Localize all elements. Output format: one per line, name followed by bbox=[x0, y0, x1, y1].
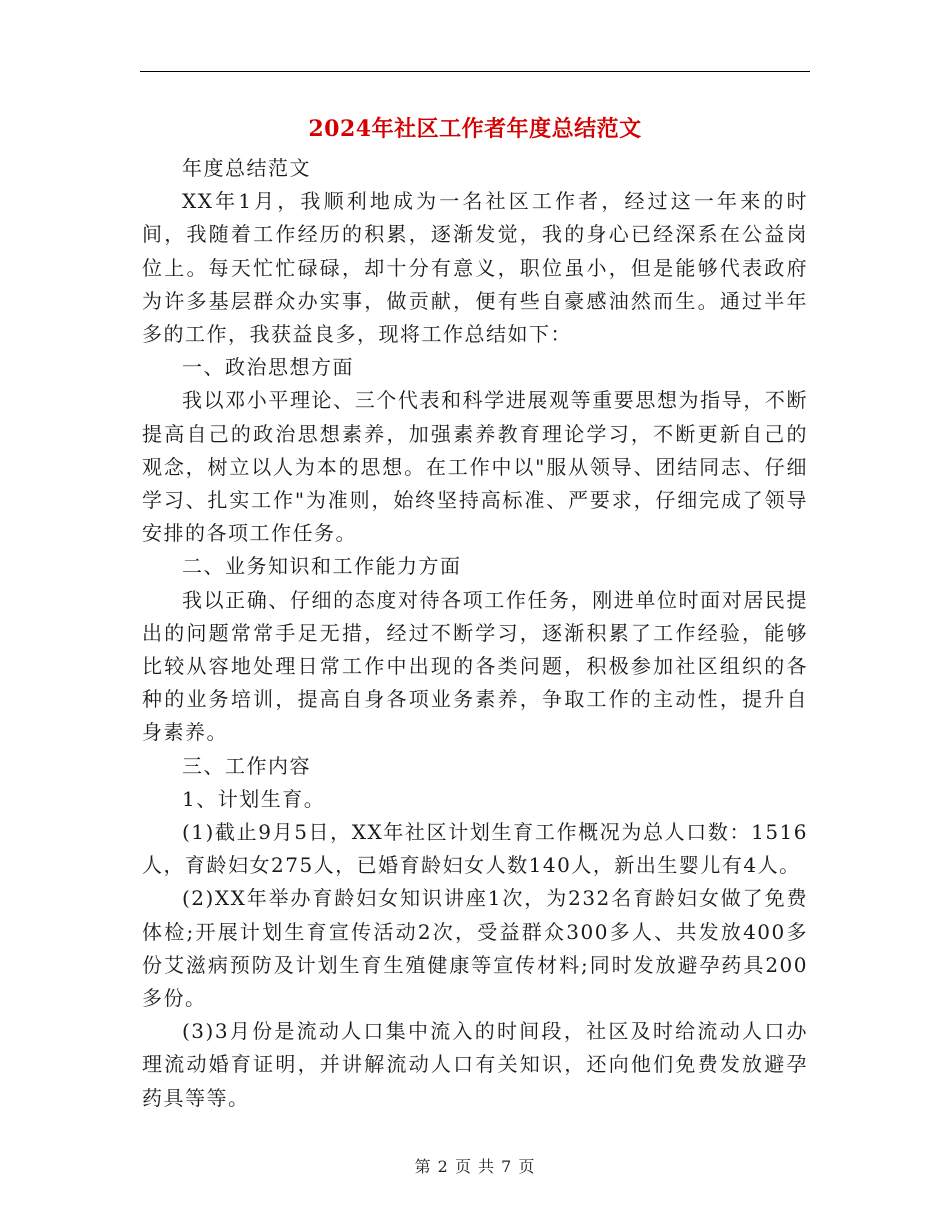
paragraph: 我以正确、仔细的态度对待各项工作任务，刚进单位时面对居民提出的问题常常手足无措，经过不断学习，逐渐积累了工作经验，能够比较从容地处理日常工作中出现的各类问题，积极参加社区组织的各种的业务培训，提高自身各项业务素养，争取工作的主动性，提升自身素养。 bbox=[142, 587, 808, 745]
paragraph: (2)XX年举办育龄妇女知识讲座1次，为232名育龄妇女做了免费体检;开展计划生育宣传活动2次，受益群众300多人、共发放400多份艾滋病预防及计划生育生殖健康等宣传材料;同时发放避孕药具200多份。 bbox=[142, 886, 808, 1011]
subsection-heading: 1、计划生育。 bbox=[182, 786, 326, 811]
page-number: 第 2 页 共 7 页 bbox=[414, 1157, 536, 1176]
document-title: 2024年社区工作者年度总结范文 bbox=[308, 116, 642, 142]
paragraph: 我以邓小平理论、三个代表和科学进展观等重要思想为指导，不断提高自己的政治思想素养，加强素养教育理论学习，不断更新自己的观念，树立以人为本的思想。在工作中以"服从领导、团结同志、仔细学习、扎实工作"为准则，始终坚持高标准、严要求，仔细完成了领导安排的各项工作任务。 bbox=[142, 388, 808, 546]
paragraph: (3)3月份是流动人口集中流入的时间段，社区及时给流动人口办理流动婚育证明，并讲解流动人口有关知识，还向他们免费发放避孕药具等等。 bbox=[142, 1019, 808, 1110]
header-rule bbox=[140, 71, 810, 72]
section-heading: 二、业务知识和工作能力方面 bbox=[182, 554, 462, 579]
section-heading: 一、政治思想方面 bbox=[182, 355, 354, 380]
section-heading: 三、工作内容 bbox=[182, 753, 311, 778]
paragraph: 年度总结范文 bbox=[182, 156, 311, 180]
paragraph: XX年1月，我顺利地成为一名社区工作者，经过这一年来的时间，我随着工作经历的积累，逐渐发觉，我的身心已经深系在公益岗位上。每天忙忙碌碌，却十分有意义，职位虽小，但是能够代表政府为许多基层群众办实事，做贡献，便有些自豪感油然而生。通过半年多的工作，我获益良多，现将工作总结如下： bbox=[142, 189, 808, 347]
document-body bbox=[142, 152, 808, 1115]
paragraph: (1)截止9月5日，XX年社区计划生育工作概况为总人口数：1516人，育龄妇女275人，已婚育龄妇女人数140人，新出生婴儿有4人。 bbox=[142, 820, 808, 878]
